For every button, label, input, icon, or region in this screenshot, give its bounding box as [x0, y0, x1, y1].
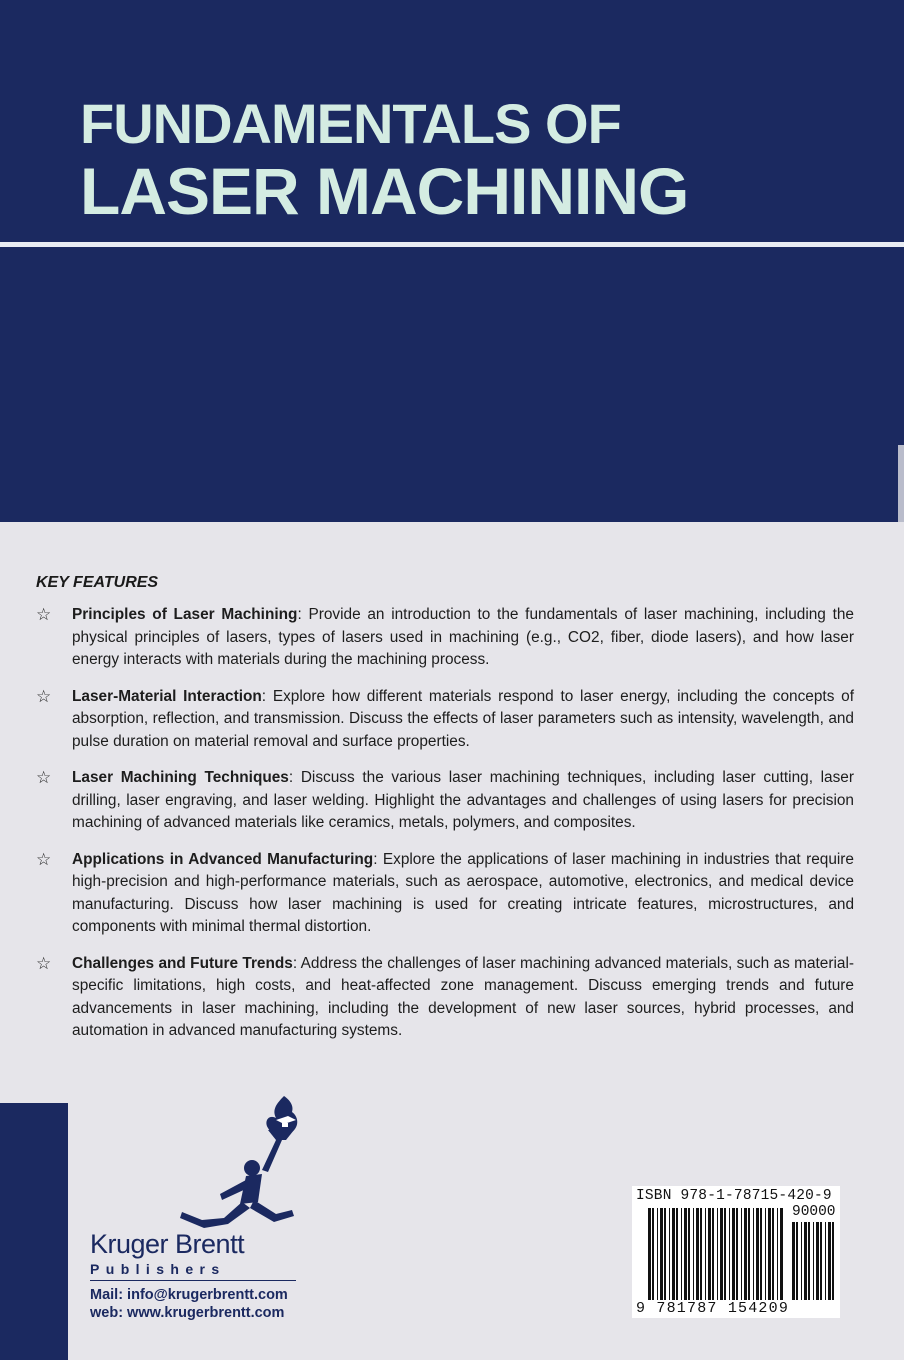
- book-title-line-1: FUNDAMENTALS OF: [80, 92, 621, 155]
- title-divider: [0, 242, 904, 247]
- spine-edge-strip: [898, 445, 904, 522]
- publisher-mail: Mail: info@krugerbrentt.com: [90, 1287, 288, 1303]
- feature-description: Provide an introduction to the fundamentals of laser machining, including the physical principles of lasers, types of lasers used in machining (e.g., CO2, fiber, diode lasers), and how laser energy interacts with materials during the machining process.: [72, 606, 854, 668]
- feature-description: Explore how different materials respond to laser energy, including the concepts of absorption, reflection, and transmission. Discuss the effects of laser parameters such as intensity, wavelength, and pulse duration on material removal and surface properties.: [72, 687, 854, 750]
- key-features-heading: KEY FEATURES: [36, 574, 159, 591]
- book-title-line-2: LASER MACHINING: [80, 154, 689, 228]
- feature-item: [36, 767, 854, 835]
- feature-item: [36, 953, 854, 1043]
- feature-separator: :: [297, 606, 302, 623]
- isbn-number: ISBN 978-1-78715-420-9: [636, 1188, 832, 1204]
- star-bullet-icon: ☆: [36, 686, 52, 706]
- feature-separator: :: [373, 850, 378, 868]
- feature-title: Challenges and Future Trends: [72, 954, 293, 972]
- feature-title: Laser-Material Interaction: [72, 687, 262, 705]
- price-code: 90000: [792, 1204, 836, 1220]
- book-title: [80, 92, 689, 228]
- publisher-subtitle: Publishers: [90, 1261, 226, 1277]
- feature-item: [36, 849, 854, 939]
- feature-item: [36, 686, 854, 754]
- feature-separator: :: [292, 954, 298, 972]
- publisher-web: web: www.krugerbrentt.com: [90, 1305, 285, 1321]
- star-bullet-icon: ☆: [36, 605, 52, 624]
- star-bullet-icon: ☆: [36, 953, 52, 973]
- feature-separator: :: [288, 769, 294, 786]
- feature-separator: :: [261, 687, 267, 705]
- star-bullet-icon: ☆: [36, 768, 52, 787]
- feature-description: Explore the applications of laser machining in industries that require high-precision and high-performance materials, such as aerospace, automotive, electronics, and medical device manufacturing. Discuss how laser machining is used for creating intricate features, microstructures, and components with minimal thermal distortion.: [72, 850, 854, 935]
- publisher-name: Kruger Brentt: [90, 1229, 245, 1259]
- barcode-bars-icon: [632, 1186, 840, 1318]
- running-torchbearer-logo-icon: [172, 1094, 322, 1242]
- barcode-digits: 9 781787 154209: [636, 1300, 790, 1317]
- publisher-divider: [90, 1280, 296, 1281]
- feature-description: Discuss the various laser machining techniques, including laser cutting, laser drilling, laser engraving, and laser welding. Highlight the advantages and challenges of using lasers for precision machining of advanced materials like ceramics, metals, polymers, and composites.: [72, 769, 854, 831]
- feature-title: Applications in Advanced Manufacturing: [72, 850, 374, 868]
- key-features-section: [36, 574, 854, 1057]
- feature-title: Principles of Laser Machining: [72, 606, 298, 623]
- publisher-contact: [90, 1286, 288, 1322]
- star-bullet-icon: ☆: [36, 849, 52, 869]
- isbn-barcode: [632, 1186, 840, 1318]
- feature-description: Address the challenges of laser machining advanced materials, such as material-specific limitations, high costs, and heat-affected zone management. Discuss emerging trends and future advancements in laser machining, including the development of new laser sources, hybrid processes, and automation in advanced manufacturing systems.: [72, 954, 855, 1039]
- feature-title: Laser Machining Techniques: [72, 769, 289, 786]
- bottom-left-navy-strip: [0, 1103, 68, 1360]
- cover-top-band: [0, 0, 904, 522]
- feature-item: [36, 604, 854, 672]
